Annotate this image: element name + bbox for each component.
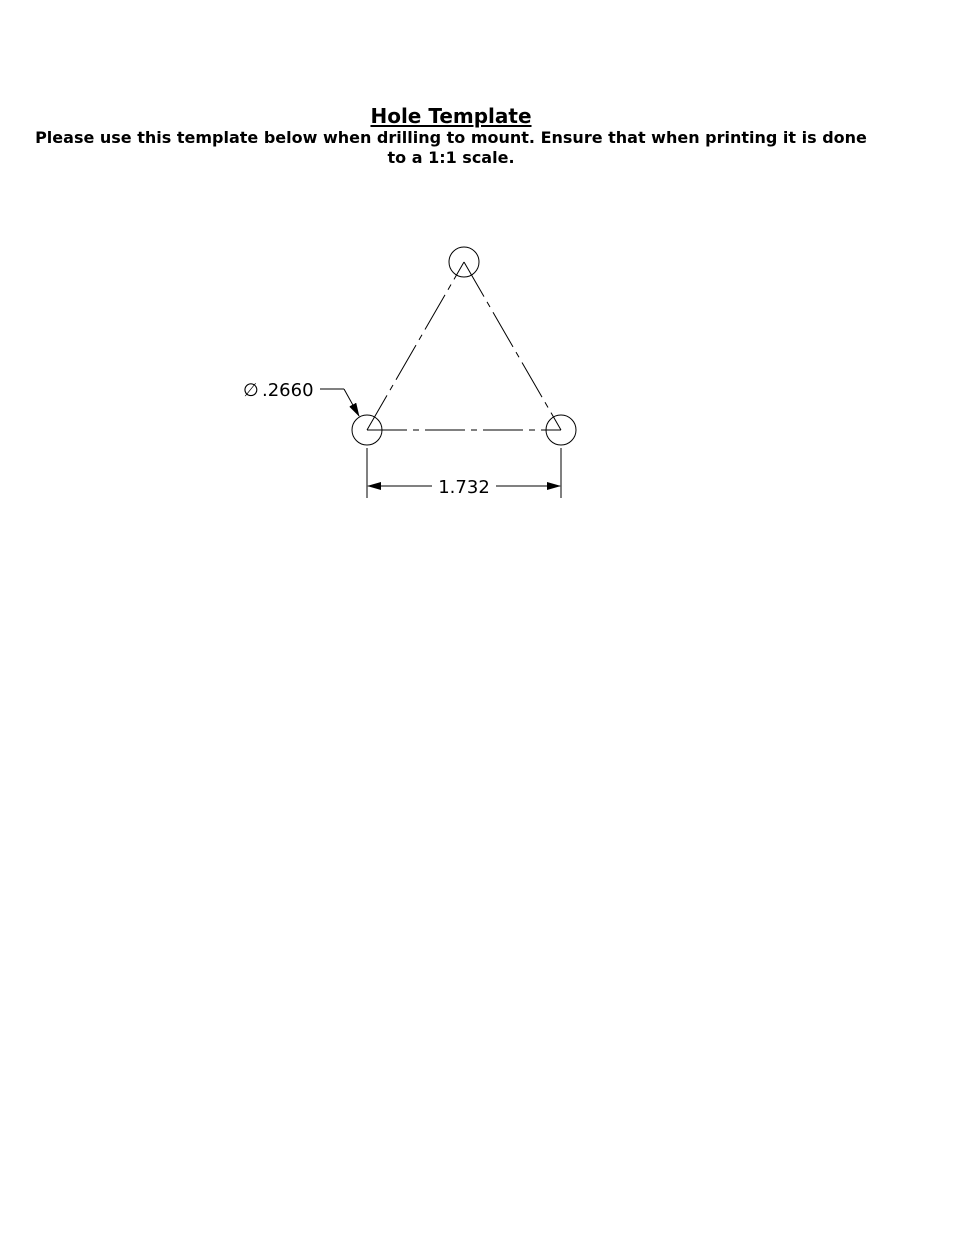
diameter-value: .2660 [262, 380, 314, 401]
spacing-value: 1.732 [438, 477, 490, 498]
centerline-left [367, 262, 464, 430]
centerline-triangle [367, 262, 561, 430]
holes [352, 247, 576, 445]
diameter-leader [320, 389, 359, 416]
page-title: Hole Template [370, 104, 532, 128]
diameter-symbol: ∅ [243, 380, 259, 401]
printing-instructions: Please use this template below when drilling to mount. Ensure that when printing it is done to a 1:1 scale. [35, 128, 867, 167]
centerline-right [464, 262, 561, 430]
